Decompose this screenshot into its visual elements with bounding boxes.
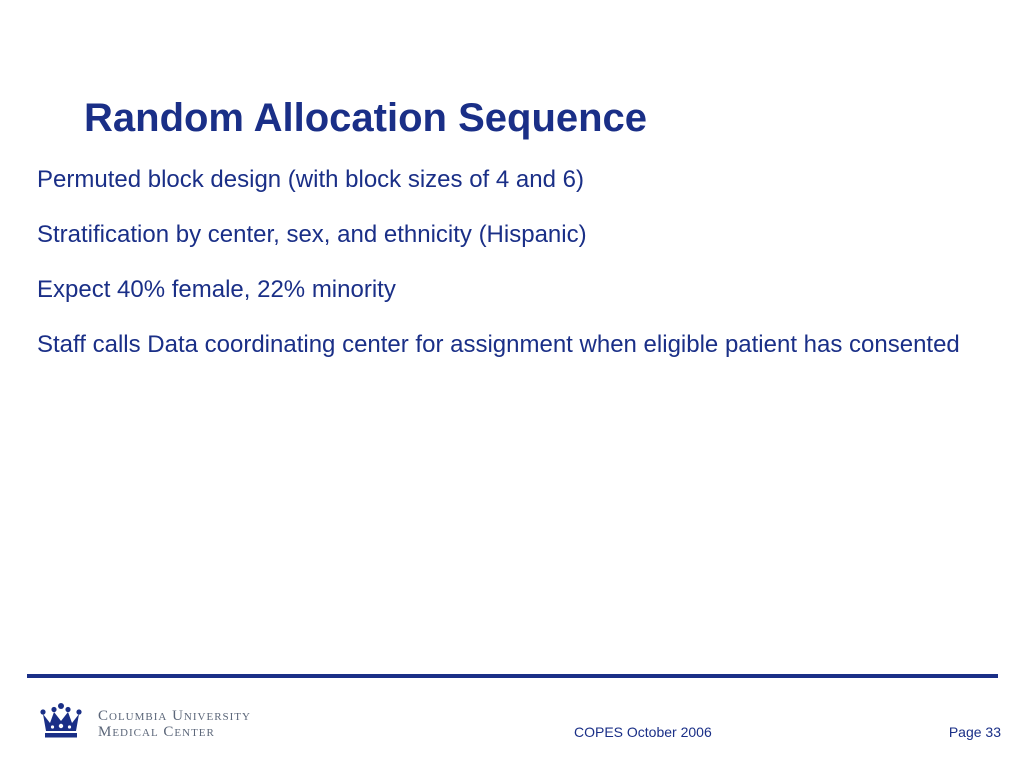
bullet-item: Permuted block design (with block sizes of 4 and 6)	[37, 166, 584, 193]
logo-line-medical-center: Medical Center	[98, 724, 215, 740]
bullet-list	[37, 163, 977, 383]
bullet-item: Expect 40% female, 22% minority	[37, 276, 396, 303]
columbia-logo	[40, 701, 270, 743]
bullet-item: Staff calls Data coordinating center for assignment when eligible patient has consented	[37, 331, 960, 358]
page-number: Page 33	[948, 724, 1001, 740]
logo-text	[98, 708, 251, 740]
footer-event-label: COPES October 2006	[574, 724, 712, 740]
footer-divider	[27, 674, 998, 678]
bullet-item: Stratification by center, sex, and ethnicity (Hispanic)	[37, 221, 587, 248]
logo-line-university: Columbia University	[98, 708, 251, 724]
slide-title: Random Allocation Sequence	[84, 96, 648, 140]
crown-icon	[40, 701, 82, 741]
